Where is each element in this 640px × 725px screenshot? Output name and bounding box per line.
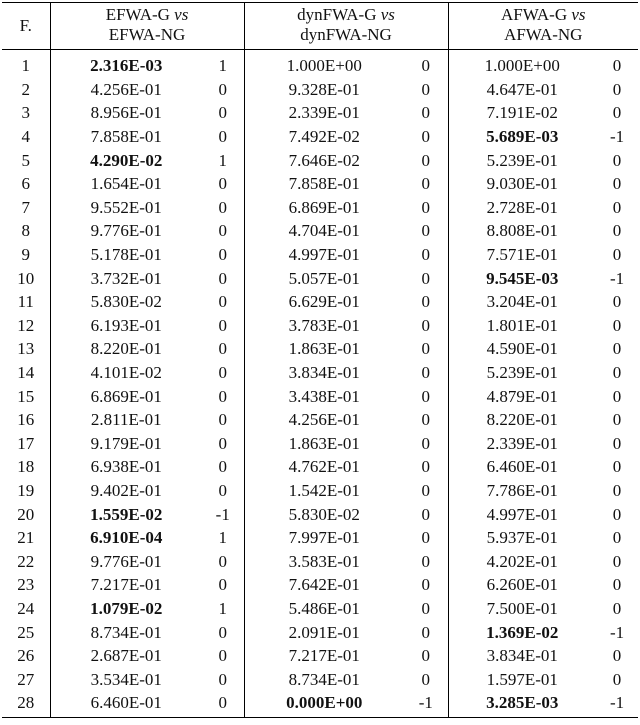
afwa-pvalue-cell: 4.997E-01 xyxy=(486,504,558,524)
afwa-pvalue-cell: 4.879E-01 xyxy=(486,386,558,406)
dynfwa-pvalue-cell: 4.704E-01 xyxy=(288,221,360,241)
afwa-flag-cell: 0 xyxy=(612,150,622,170)
efwa-pvalue-cell: 9.776E-01 xyxy=(90,221,162,241)
table-row xyxy=(2,502,638,526)
afwa-flag-cell: 0 xyxy=(612,245,622,265)
afwa-flag-cell: 0 xyxy=(612,528,622,548)
afwa-flag-cell: 0 xyxy=(612,79,622,99)
dynfwa-flag-cell: 0 xyxy=(404,266,448,290)
afwa-flag-cell: 0 xyxy=(612,575,622,595)
dynfwa-pvalue-cell: 6.629E-01 xyxy=(288,292,360,312)
efwa-pvalue-cell: 4.256E-01 xyxy=(90,79,162,99)
efwa-pvalue-cell: 2.316E-03 xyxy=(90,56,163,76)
dynfwa-pvalue-cell: 1.863E-01 xyxy=(288,433,360,453)
table-row xyxy=(2,101,638,125)
function-id-cell: 12 xyxy=(2,314,50,338)
dynfwa-pvalue-cell: 7.997E-01 xyxy=(288,528,360,548)
afwa-pvalue-cell: 5.937E-01 xyxy=(486,528,558,548)
efwa-flag-cell: 1 xyxy=(202,597,244,621)
dynfwa-flag-cell: 0 xyxy=(404,219,448,243)
function-id-cell: 18 xyxy=(2,455,50,479)
efwa-pvalue-cell: 7.217E-01 xyxy=(90,575,162,595)
efwa-flag-cell: 0 xyxy=(202,667,244,691)
afwa-flag-cell: 0 xyxy=(612,433,622,453)
dynfwa-pvalue-cell: 2.339E-01 xyxy=(288,103,360,123)
efwa-pvalue-cell: 8.956E-01 xyxy=(90,103,162,123)
efwa-flag-cell: 1 xyxy=(202,148,244,172)
afwa-pvalue-cell: 5.689E-03 xyxy=(486,127,559,147)
table-row xyxy=(2,384,638,408)
efwa-flag-cell: 0 xyxy=(202,361,244,385)
table-row xyxy=(2,290,638,314)
efwa-pvalue-cell: 5.830E-02 xyxy=(90,292,162,312)
function-id-cell: 2 xyxy=(2,78,50,102)
afwa-pvalue-cell: 6.260E-01 xyxy=(486,575,558,595)
dynfwa-flag-cell: -1 xyxy=(404,691,448,717)
function-id-cell: 9 xyxy=(2,243,50,267)
dynfwa-pvalue-cell: 7.858E-01 xyxy=(288,174,360,194)
table-row xyxy=(2,314,638,338)
dynfwa-flag-cell: 0 xyxy=(404,479,448,503)
dynfwa-flag-cell: 0 xyxy=(404,148,448,172)
efwa-pvalue-cell: 6.193E-01 xyxy=(90,315,162,335)
afwa-pvalue-cell: 7.191E-02 xyxy=(486,103,558,123)
dynfwa-flag-cell: 0 xyxy=(404,644,448,668)
efwa-flag-cell: 0 xyxy=(202,384,244,408)
dynfwa-flag-cell: 0 xyxy=(404,408,448,432)
table-row xyxy=(2,148,638,172)
afwa-pvalue-cell: 6.460E-01 xyxy=(486,457,558,477)
efwa-flag-cell: 1 xyxy=(202,526,244,550)
function-id-cell: 16 xyxy=(2,408,50,432)
dynfwa-group-line2: dynFWA-NG xyxy=(244,25,448,50)
afwa-pvalue-cell: 4.590E-01 xyxy=(486,339,558,359)
dynfwa-pvalue-cell: 4.256E-01 xyxy=(288,410,360,430)
dynfwa-flag-cell: 0 xyxy=(404,549,448,573)
afwa-flag-cell: 0 xyxy=(612,646,622,666)
table-row xyxy=(2,644,638,668)
function-id-cell: 15 xyxy=(2,384,50,408)
afwa-flag-cell: 0 xyxy=(612,221,622,241)
efwa-pvalue-cell: 4.290E-02 xyxy=(90,150,163,170)
table-row xyxy=(2,196,638,220)
dynfwa-pvalue-cell: 3.438E-01 xyxy=(288,386,360,406)
table-row xyxy=(2,691,638,717)
dynfwa-pvalue-cell: 1.863E-01 xyxy=(288,339,360,359)
afwa-group-vs: vs xyxy=(571,5,586,24)
table-row xyxy=(2,219,638,243)
dynfwa-pvalue-cell: 6.869E-01 xyxy=(288,197,360,217)
afwa-flag-cell: 0 xyxy=(612,386,622,406)
afwa-pvalue-cell: 4.202E-01 xyxy=(486,551,558,571)
table-row xyxy=(2,408,638,432)
afwa-pvalue-cell: 5.239E-01 xyxy=(486,150,558,170)
function-column-header xyxy=(2,3,50,50)
dynfwa-flag-cell: 0 xyxy=(404,667,448,691)
afwa-flag-cell: 0 xyxy=(612,598,622,618)
efwa-pvalue-cell: 2.811E-01 xyxy=(90,410,162,430)
efwa-flag-cell: 0 xyxy=(202,78,244,102)
efwa-pvalue-cell: 2.687E-01 xyxy=(90,646,162,666)
efwa-flag-cell: 0 xyxy=(202,266,244,290)
function-id-cell: 13 xyxy=(2,337,50,361)
afwa-flag-cell: 0 xyxy=(612,339,622,359)
afwa-flag-cell: 0 xyxy=(612,197,622,217)
efwa-pvalue-cell: 9.402E-01 xyxy=(90,480,162,500)
afwa-pvalue-cell: 1.369E-02 xyxy=(486,622,559,642)
dynfwa-pvalue-cell: 5.486E-01 xyxy=(288,598,360,618)
dynfwa-flag-cell: 0 xyxy=(404,620,448,644)
afwa-flag-cell: 0 xyxy=(612,669,622,689)
efwa-pvalue-cell: 9.552E-01 xyxy=(90,197,162,217)
dynfwa-flag-cell: 0 xyxy=(404,50,448,78)
efwa-pvalue-cell: 6.460E-01 xyxy=(50,691,202,717)
afwa-pvalue-cell: 1.597E-01 xyxy=(486,669,558,689)
efwa-group-vs: vs xyxy=(174,5,189,24)
dynfwa-group-vs: vs xyxy=(380,5,395,24)
function-id-cell: 23 xyxy=(2,573,50,597)
afwa-flag-cell: 0 xyxy=(612,363,622,383)
efwa-flag-cell: 0 xyxy=(202,573,244,597)
afwa-flag-cell: 0 xyxy=(612,315,622,335)
table-row xyxy=(2,125,638,149)
function-id-cell: 3 xyxy=(2,101,50,125)
dynfwa-pvalue-cell: 4.997E-01 xyxy=(288,245,360,265)
function-id-cell: 26 xyxy=(2,644,50,668)
efwa-flag-cell: 0 xyxy=(202,172,244,196)
dynfwa-pvalue-cell: 5.830E-02 xyxy=(288,504,360,524)
dynfwa-pvalue-cell: 1.000E+00 xyxy=(286,56,362,76)
afwa-pvalue-cell: 9.545E-03 xyxy=(486,268,559,288)
table-row xyxy=(2,620,638,644)
table-row xyxy=(2,243,638,267)
efwa-pvalue-cell: 1.559E-02 xyxy=(90,504,163,524)
efwa-flag-cell: 0 xyxy=(202,549,244,573)
afwa-pvalue-cell: 4.647E-01 xyxy=(486,79,558,99)
efwa-flag-cell: 0 xyxy=(202,219,244,243)
efwa-flag-cell: 0 xyxy=(202,243,244,267)
afwa-flag-cell: 0 xyxy=(612,103,622,123)
table-row xyxy=(2,432,638,456)
dynfwa-flag-cell: 0 xyxy=(404,101,448,125)
dynfwa-pvalue-cell: 2.091E-01 xyxy=(288,622,360,642)
afwa-flag-cell: -1 xyxy=(609,622,625,642)
efwa-pvalue-cell: 3.534E-01 xyxy=(90,669,162,689)
dynfwa-group-header xyxy=(244,3,448,26)
dynfwa-pvalue-cell: 1.542E-01 xyxy=(288,480,360,500)
afwa-pvalue-cell: 7.786E-01 xyxy=(486,480,558,500)
table-row xyxy=(2,455,638,479)
dynfwa-flag-cell: 0 xyxy=(404,432,448,456)
table-row xyxy=(2,78,638,102)
afwa-pvalue-cell: 7.500E-01 xyxy=(486,598,558,618)
function-id-cell: 6 xyxy=(2,172,50,196)
efwa-flag-cell: 0 xyxy=(202,290,244,314)
function-id-cell: 22 xyxy=(2,549,50,573)
efwa-pvalue-cell: 7.858E-01 xyxy=(90,127,162,147)
function-id-cell: 14 xyxy=(2,361,50,385)
dynfwa-pvalue-cell: 3.834E-01 xyxy=(288,363,360,383)
afwa-pvalue-cell: 3.204E-01 xyxy=(486,292,558,312)
dynfwa-pvalue-cell: 7.217E-01 xyxy=(288,646,360,666)
dynfwa-flag-cell: 0 xyxy=(404,384,448,408)
afwa-pvalue-cell: 7.571E-01 xyxy=(486,245,558,265)
afwa-pvalue-cell: 8.808E-01 xyxy=(486,221,558,241)
function-id-cell: 10 xyxy=(2,266,50,290)
function-id-cell: 20 xyxy=(2,502,50,526)
efwa-flag-cell: 0 xyxy=(202,408,244,432)
afwa-pvalue-cell: 3.834E-01 xyxy=(486,646,558,666)
dynfwa-flag-cell: 0 xyxy=(404,243,448,267)
table-row xyxy=(2,667,638,691)
efwa-flag-cell: 0 xyxy=(202,620,244,644)
afwa-flag-cell: 0 xyxy=(612,56,622,76)
afwa-pvalue-cell: 2.728E-01 xyxy=(486,197,558,217)
table-row xyxy=(2,337,638,361)
afwa-pvalue-cell: 3.285E-03 xyxy=(448,691,596,717)
efwa-pvalue-cell: 8.734E-01 xyxy=(90,622,162,642)
dynfwa-pvalue-cell: 3.783E-01 xyxy=(288,315,360,335)
efwa-pvalue-cell: 6.910E-04 xyxy=(90,528,163,548)
function-id-cell: 4 xyxy=(2,125,50,149)
efwa-pvalue-cell: 9.179E-01 xyxy=(90,433,162,453)
dynfwa-flag-cell: 0 xyxy=(404,502,448,526)
table-row xyxy=(2,266,638,290)
efwa-flag-cell: 0 xyxy=(202,432,244,456)
efwa-pvalue-cell: 3.732E-01 xyxy=(90,268,162,288)
dynfwa-flag-cell: 0 xyxy=(404,196,448,220)
dynfwa-pvalue-cell: 3.583E-01 xyxy=(288,551,360,571)
efwa-flag-cell: 0 xyxy=(202,691,244,717)
dynfwa-pvalue-cell: 7.646E-02 xyxy=(288,150,360,170)
function-id-cell: 8 xyxy=(2,219,50,243)
function-id-cell: 21 xyxy=(2,526,50,550)
efwa-flag-cell: 0 xyxy=(202,644,244,668)
afwa-flag-cell: 0 xyxy=(612,480,622,500)
afwa-flag-cell: -1 xyxy=(596,691,638,717)
afwa-flag-cell: -1 xyxy=(609,127,625,147)
dynfwa-flag-cell: 0 xyxy=(404,526,448,550)
function-id-cell: 11 xyxy=(2,290,50,314)
table-row xyxy=(2,549,638,573)
efwa-flag-cell: 0 xyxy=(202,196,244,220)
dynfwa-pvalue-cell: 5.057E-01 xyxy=(288,268,360,288)
table-row xyxy=(2,172,638,196)
afwa-flag-cell: 0 xyxy=(612,457,622,477)
dynfwa-flag-cell: 0 xyxy=(404,573,448,597)
efwa-pvalue-cell: 5.178E-01 xyxy=(90,245,162,265)
efwa-group-line2: EFWA-NG xyxy=(50,25,244,50)
function-id-cell: 1 xyxy=(2,50,50,78)
dynfwa-flag-cell: 0 xyxy=(404,597,448,621)
efwa-flag-cell: 0 xyxy=(202,314,244,338)
results-table-container xyxy=(2,2,638,718)
table-row xyxy=(2,597,638,621)
table-row xyxy=(2,361,638,385)
function-id-cell: 19 xyxy=(2,479,50,503)
dynfwa-flag-cell: 0 xyxy=(404,455,448,479)
efwa-pvalue-cell: 6.869E-01 xyxy=(90,386,162,406)
table-row xyxy=(2,50,638,78)
afwa-flag-cell: 0 xyxy=(612,292,622,312)
efwa-pvalue-cell: 9.776E-01 xyxy=(90,551,162,571)
afwa-flag-cell: 0 xyxy=(612,551,622,571)
dynfwa-flag-cell: 0 xyxy=(404,290,448,314)
afwa-flag-cell: 0 xyxy=(612,410,622,430)
dynfwa-flag-cell: 0 xyxy=(404,78,448,102)
table-row xyxy=(2,479,638,503)
table-row xyxy=(2,526,638,550)
table-body xyxy=(2,50,638,718)
function-id-cell: 25 xyxy=(2,620,50,644)
dynfwa-flag-cell: 0 xyxy=(404,361,448,385)
function-id-cell: 27 xyxy=(2,667,50,691)
efwa-flag-cell: 0 xyxy=(202,337,244,361)
afwa-pvalue-cell: 9.030E-01 xyxy=(486,174,558,194)
dynfwa-pvalue-cell: 7.492E-02 xyxy=(288,127,360,147)
efwa-pvalue-cell: 6.938E-01 xyxy=(90,457,162,477)
dynfwa-pvalue-cell: 7.642E-01 xyxy=(288,575,360,595)
table-header xyxy=(2,3,638,50)
table-row xyxy=(2,573,638,597)
function-id-cell: 28 xyxy=(2,691,50,717)
afwa-flag-cell: -1 xyxy=(609,268,625,288)
afwa-flag-cell: 0 xyxy=(612,504,622,524)
function-id-cell: 5 xyxy=(2,148,50,172)
dynfwa-flag-cell: 0 xyxy=(404,314,448,338)
function-id-cell: 7 xyxy=(2,196,50,220)
dynfwa-pvalue-cell: 0.000E+00 xyxy=(244,691,404,717)
dynfwa-pvalue-cell: 9.328E-01 xyxy=(288,79,360,99)
efwa-flag-cell: 0 xyxy=(202,455,244,479)
efwa-pvalue-cell: 1.654E-01 xyxy=(90,174,162,194)
efwa-pvalue-cell: 1.079E-02 xyxy=(90,598,163,618)
function-header-label: F. xyxy=(19,16,32,35)
efwa-pvalue-cell: 8.220E-01 xyxy=(90,339,162,359)
dynfwa-pvalue-cell: 8.734E-01 xyxy=(288,669,360,689)
dynfwa-pvalue-cell: 4.762E-01 xyxy=(288,457,360,477)
afwa-pvalue-cell: 1.000E+00 xyxy=(484,56,560,76)
efwa-group-header xyxy=(50,3,244,26)
afwa-pvalue-cell: 2.339E-01 xyxy=(486,433,558,453)
dynfwa-group-line1: dynFWA-G xyxy=(297,5,377,24)
dynfwa-flag-cell: 0 xyxy=(404,125,448,149)
function-id-cell: 17 xyxy=(2,432,50,456)
function-id-cell: 24 xyxy=(2,597,50,621)
afwa-pvalue-cell: 8.220E-01 xyxy=(486,410,558,430)
afwa-group-header xyxy=(448,3,638,26)
dynfwa-flag-cell: 0 xyxy=(404,172,448,196)
afwa-pvalue-cell: 5.239E-01 xyxy=(486,363,558,383)
afwa-group-line2: AFWA-NG xyxy=(448,25,638,50)
efwa-flag-cell: 1 xyxy=(202,50,244,78)
wilcoxon-comparison-table xyxy=(2,2,638,718)
afwa-pvalue-cell: 1.801E-01 xyxy=(486,315,558,335)
efwa-group-line1: EFWA-G xyxy=(105,5,170,24)
efwa-flag-cell: 0 xyxy=(202,101,244,125)
efwa-pvalue-cell: 4.101E-02 xyxy=(90,363,162,383)
afwa-group-line1: AFWA-G xyxy=(501,5,568,24)
efwa-flag-cell: 0 xyxy=(202,479,244,503)
afwa-flag-cell: 0 xyxy=(612,174,622,194)
efwa-flag-cell: -1 xyxy=(202,502,244,526)
efwa-flag-cell: 0 xyxy=(202,125,244,149)
dynfwa-flag-cell: 0 xyxy=(404,337,448,361)
